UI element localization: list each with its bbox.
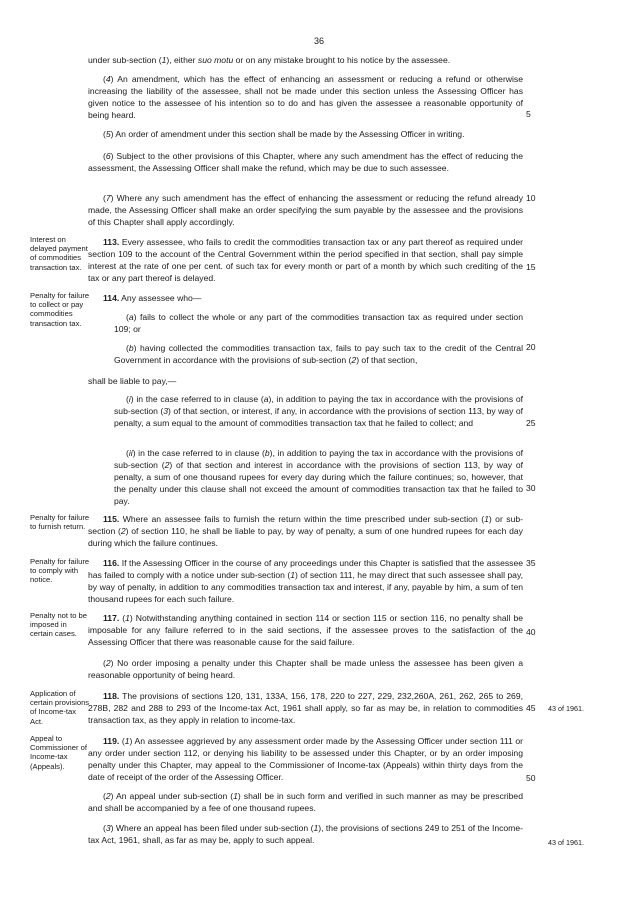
paragraph-continuation: under sub-section (1), either suo motu or on any mistake brought to his notice by the assessee. xyxy=(88,55,451,65)
paragraph-4: (4) An amendment, which has the effect of enhancing an assessment or reducing a refund or otherwise increasing the liability of the assessee, shall not be made under this section unless the Assessing Officer has given notice to the assessee of his intention so to do and has given the assessee a reasonable opportunity of being heard. xyxy=(88,74,523,121)
line-number: 50 xyxy=(526,773,536,783)
line-number: 10 xyxy=(526,193,536,203)
margin-note-116: Penalty for failure to comply with notice. xyxy=(30,557,90,585)
line-number: 40 xyxy=(526,627,536,637)
section-114: 114. Any assessee who— xyxy=(103,293,202,303)
margin-note-119: Appeal to Commissioner of Income-tax (Appeals). xyxy=(30,734,87,771)
margin-note-115: Penalty for failure to furnish return. xyxy=(30,513,90,532)
margin-note-113: Interest on delayed payment of commodities transaction tax. xyxy=(30,235,88,272)
section-116: 116. If the Assessing Officer in the course of any proceedings under this Chapter is satisfied that the assessee has failed to comply with a notice under sub-section (1) of section 111, he may direct that such assessee shall pay, by way of penalty, in addition to any commodities transaction tax and interest, if any, payable by him, a sum of ten thousand rupees for each such failure. xyxy=(88,558,523,605)
act-reference: 43 of 1961. xyxy=(548,704,584,713)
section-118: 118. The provisions of sections 120, 131, 133A, 156, 178, 220 to 227, 229, 232,260A, 261, 262, 265 to 269, 278B, 282 and 288 to 293 of the Income-tax Act, 1961 shall apply, so far as may be, in relation to commodities transaction tax, as they apply in relation to income-tax. xyxy=(88,691,523,726)
line-number: 5 xyxy=(526,109,531,119)
section-119-2: (2) An appeal under sub-section (1) shall be in such form and verified in such manner as may be prescribed and shall be accompanied by a fee of one thousand rupees. xyxy=(88,791,523,814)
paragraph-5: (5) An order of amendment under this section shall be made by the Assessing Officer in writing. xyxy=(103,129,465,139)
margin-note-117: Penalty not to be imposed in certain cases. xyxy=(30,611,87,639)
line-number: 35 xyxy=(526,558,536,568)
paragraph-6: (6) Subject to the other provisions of this Chapter, where any such amendment has the effect of reducing the assessment, the Assessing Officer shall make the refund, which may be due to such assessee. xyxy=(88,151,523,174)
section-113: 113. Every assessee, who fails to credit the commodities transaction tax or any part thereof as required under section 109 to the account of the Central Government within the period specified in that section, shall pay simple interest at the rate of one per cent. of such tax for every month or part of a month by which such crediting of the tax or any part thereof is delayed. xyxy=(88,237,523,284)
section-114-clause-b: (b) having collected the commodities transaction tax, fails to pay such tax to the credit of the Central Government in accordance with the provisions of sub-section (2) of that section, xyxy=(114,343,523,366)
section-114-subclause-ii: (ii) in the case referred to in clause (b), in addition to paying the tax in accordance with the provisions of sub-section (2) of that section and interest in accordance with the provisions of section 113, by way of penalty, a sum of one thousand rupees for every day during which the failure continues; so, however, that the penalty under this clause shall not exceed the amount of commodities transaction tax that he failed to pay. xyxy=(114,448,524,507)
section-114-subclause-i: (i) in the case referred to in clause (a), in addition to paying the tax in accordance with the provisions of sub-section (3) of that section, or interest, if any, in accordance with the provisions of section 113, by way of penalty, a sum equal to the amount of commodities transaction tax that he failed to collect; and xyxy=(114,394,523,429)
section-115: 115. Where an assessee fails to furnish the return within the time prescribed under sub-section (1) or sub-section (2) of section 110, he shall be liable to pay, by way of penalty, a sum of one hundred rupees for each day during which the failure continues. xyxy=(88,514,523,549)
section-119: 119. (1) An assessee aggrieved by any assessment order made by the Assessing Officer under section 111 or any order under section 112, or denying his liability to be assessed under this Chapter, or by an order imposing penalty under this Chapter, may appeal to the Commissioner of Income-tax (Appeals) within thirty days from the date of receipt of the order of the Assessing Officer. xyxy=(88,736,523,783)
section-117: 117. (1) Notwithstanding anything contained in section 114 or section 115 or section 116, no penalty shall be imposable for any failure referred to in the said sections, if the assessee proves to the satisfaction of the Assessing Officer that there was reasonable cause for the said failure. xyxy=(88,613,523,648)
line-number: 30 xyxy=(526,483,536,493)
page-number: 36 xyxy=(313,36,324,46)
section-119-3: (3) Where an appeal has been filed under sub-section (1), the provisions of sections 249 to 251 of the Income-tax Act, 1961, shall, as far as may be, apply to such appeal. xyxy=(88,823,523,846)
section-117-2: (2) No order imposing a penalty under this Chapter shall be made unless the assessee has been given a reasonable opportunity of being heard. xyxy=(88,658,523,681)
line-number: 20 xyxy=(526,342,536,352)
margin-note-118: Application of certain provisions of Income-tax Act. xyxy=(30,689,90,726)
act-reference: 43 of 1961. xyxy=(548,838,584,847)
line-number: 15 xyxy=(526,262,536,272)
line-number: 45 xyxy=(526,703,536,713)
margin-note-114: Penalty for failure to collect or pay commodities transaction tax. xyxy=(30,291,90,328)
paragraph-7: (7) Where any such amendment has the effect of enhancing the assessment or reducing the refund already made, the Assessing Officer shall make an order specifying the sum payable by the assessee and the provisions of this Chapter shall apply accordingly. xyxy=(88,193,523,228)
line-number: 25 xyxy=(526,418,536,428)
section-114-clause-a: (a) fails to collect the whole or any part of the commodities transaction tax as required under section 109; or xyxy=(114,312,523,335)
section-114-liable: shall be liable to pay,— xyxy=(88,376,177,386)
